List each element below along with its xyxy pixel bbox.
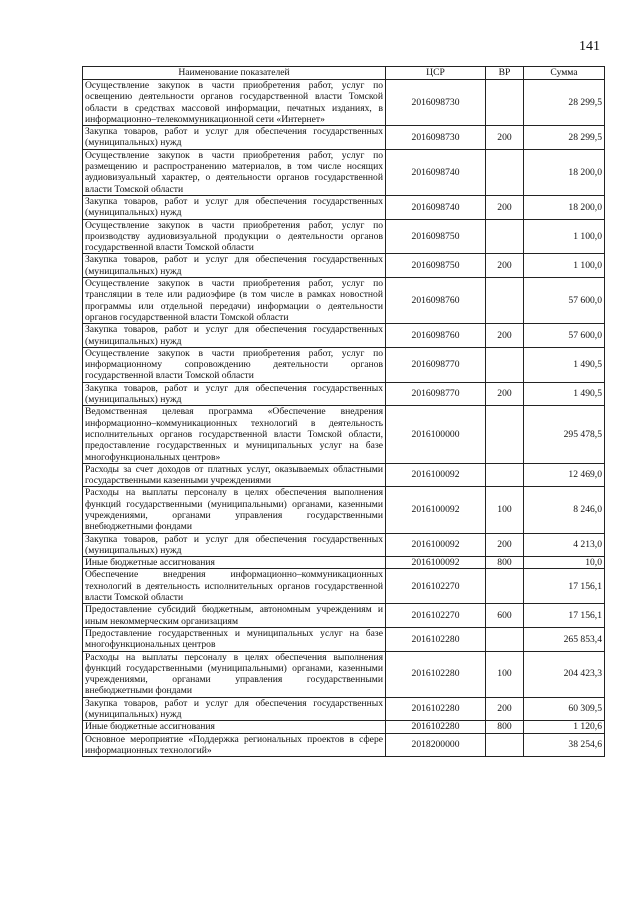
name-cell: Закупка товаров, работ и услуг для обеспечения государственных (муниципальных) нужд — [83, 533, 386, 557]
table-row — [83, 126, 605, 150]
table-row — [83, 697, 605, 721]
table-row — [83, 604, 605, 628]
csr-cell: 2016102280 — [386, 627, 486, 651]
table-row — [83, 406, 605, 463]
sum-cell: 1 100,0 — [524, 254, 605, 278]
table-row — [83, 195, 605, 219]
name-cell: Осуществление закупок в части приобретения работ, услуг по размещению и распространению материалов, в том числе носящих аудиовизуальный характер, о деятельности органов государственной власти Томской области — [83, 149, 386, 195]
name-cell: Осуществление закупок в части приобретения работ, услуг по информационному сопровождению деятельности органов государственной власти Томской области — [83, 347, 386, 382]
name-cell: Осуществление закупок в части приобретения работ, услуг по трансляции в теле или радиоэфире (в том числе в рамках новостной программы или отдельной передачи) информации о деятельности органов государственной власти Томской области — [83, 278, 386, 324]
csr-cell: 2016098760 — [386, 324, 486, 348]
table-row — [83, 569, 605, 604]
sum-cell: 57 600,0 — [524, 324, 605, 348]
csr-cell: 2016102270 — [386, 569, 486, 604]
table-header-row — [83, 67, 605, 80]
name-cell: Закупка товаров, работ и услуг для обеспечения государственных (муниципальных) нужд — [83, 195, 386, 219]
sum-cell: 28 299,5 — [524, 126, 605, 150]
vr-cell — [486, 347, 524, 382]
sum-cell: 10,0 — [524, 557, 605, 569]
vr-cell — [486, 627, 524, 651]
sum-cell: 57 600,0 — [524, 278, 605, 324]
sum-cell: 18 200,0 — [524, 149, 605, 195]
csr-cell: 2016098740 — [386, 149, 486, 195]
table-row — [83, 278, 605, 324]
sum-cell: 4 213,0 — [524, 533, 605, 557]
name-cell: Закупка товаров, работ и услуг для обеспечения государственных (муниципальных) нужд — [83, 254, 386, 278]
name-cell: Закупка товаров, работ и услуг для обеспечения государственных (муниципальных) нужд — [83, 382, 386, 406]
sum-cell: 1 490,5 — [524, 382, 605, 406]
name-cell: Расходы на выплаты персоналу в целях обеспечения выполнения функций государственными (муниципальными) органами, казенными учреждениями, органами управления государственными внебюджетными фондами — [83, 651, 386, 697]
vr-cell: 800 — [486, 721, 524, 733]
table-row — [83, 533, 605, 557]
csr-cell: 2016098730 — [386, 80, 486, 126]
csr-cell: 2018200000 — [386, 733, 486, 757]
csr-cell: 2016098740 — [386, 195, 486, 219]
table-row — [83, 149, 605, 195]
name-cell: Закупка товаров, работ и услуг для обеспечения государственных (муниципальных) нужд — [83, 126, 386, 150]
name-cell: Обеспечение внедрения информационно–коммуникационных технологий в деятельность исполнительных органов государственной власти Томской области — [83, 569, 386, 604]
sum-cell: 1 490,5 — [524, 347, 605, 382]
csr-cell: 2016102280 — [386, 721, 486, 733]
vr-cell — [486, 80, 524, 126]
csr-cell: 2016102270 — [386, 604, 486, 628]
name-cell: Осуществление закупок в части приобретения работ, услуг по освещению деятельности органов государственной власти Томской области в средствах массовой информации, печатных изданиях, в информационно–телекоммуникационной сети «Интернет» — [83, 80, 386, 126]
csr-cell: 2016098760 — [386, 278, 486, 324]
csr-cell: 2016098750 — [386, 254, 486, 278]
sum-cell: 8 246,0 — [524, 487, 605, 533]
vr-cell — [486, 733, 524, 757]
vr-cell: 600 — [486, 604, 524, 628]
vr-cell: 100 — [486, 487, 524, 533]
table-row — [83, 219, 605, 254]
sum-cell: 28 299,5 — [524, 80, 605, 126]
vr-cell: 200 — [486, 126, 524, 150]
page-number: 141 — [579, 39, 600, 54]
name-cell: Закупка товаров, работ и услуг для обеспечения государственных (муниципальных) нужд — [83, 324, 386, 348]
vr-cell — [486, 278, 524, 324]
table-row — [83, 463, 605, 487]
table-row — [83, 487, 605, 533]
name-cell: Иные бюджетные ассигнования — [83, 557, 386, 569]
csr-cell: 2016102280 — [386, 651, 486, 697]
table-row — [83, 651, 605, 697]
vr-cell — [486, 219, 524, 254]
csr-cell: 2016100092 — [386, 533, 486, 557]
sum-cell: 1 120,6 — [524, 721, 605, 733]
table-row — [83, 557, 605, 569]
table-row — [83, 347, 605, 382]
table-row — [83, 382, 605, 406]
csr-cell: 2016100092 — [386, 487, 486, 533]
budget-table — [82, 66, 605, 757]
vr-cell — [486, 406, 524, 463]
sum-cell: 265 853,4 — [524, 627, 605, 651]
name-cell: Осуществление закупок в части приобретения работ, услуг по производству аудиовизуальной продукции о деятельности органов государственной власти Томской области — [83, 219, 386, 254]
vr-cell: 200 — [486, 254, 524, 278]
header-vr: ВР — [486, 67, 524, 80]
sum-cell: 1 100,0 — [524, 219, 605, 254]
name-cell: Закупка товаров, работ и услуг для обеспечения государственных (муниципальных) нужд — [83, 697, 386, 721]
sum-cell: 295 478,5 — [524, 406, 605, 463]
name-cell: Основное мероприятие «Поддержка региональных проектов в сфере информационных технологий» — [83, 733, 386, 757]
sum-cell: 38 254,6 — [524, 733, 605, 757]
vr-cell: 200 — [486, 195, 524, 219]
name-cell: Ведомственная целевая программа «Обеспечение внедрения информационно–коммуникационных технологий в деятельность исполнительных органов государственной власти Томской области, предоставление государственных и муниципальных услуг на базе многофункциональных центров» — [83, 406, 386, 463]
name-cell: Расходы на выплаты персоналу в целях обеспечения выполнения функций государственными (муниципальными) органами, казенными учреждениями, органами управления государственными внебюджетными фондами — [83, 487, 386, 533]
name-cell: Расходы за счет доходов от платных услуг, оказываемых областными государственными казенными учреждениями — [83, 463, 386, 487]
name-cell: Предоставление субсидий бюджетным, автономным учреждениям и иным некоммерческим организациям — [83, 604, 386, 628]
sum-cell: 204 423,3 — [524, 651, 605, 697]
header-csr: ЦСР — [386, 67, 486, 80]
vr-cell — [486, 149, 524, 195]
header-sum: Сумма — [524, 67, 605, 80]
table-row — [83, 254, 605, 278]
csr-cell: 2016098750 — [386, 219, 486, 254]
sum-cell: 12 469,0 — [524, 463, 605, 487]
vr-cell: 200 — [486, 533, 524, 557]
sum-cell: 60 309,5 — [524, 697, 605, 721]
sum-cell: 17 156,1 — [524, 569, 605, 604]
csr-cell: 2016098770 — [386, 347, 486, 382]
table-row — [83, 733, 605, 757]
table-row — [83, 324, 605, 348]
csr-cell: 2016102280 — [386, 697, 486, 721]
vr-cell — [486, 463, 524, 487]
csr-cell: 2016098770 — [386, 382, 486, 406]
sum-cell: 17 156,1 — [524, 604, 605, 628]
table-body — [83, 80, 605, 757]
table-row — [83, 721, 605, 733]
sum-cell: 18 200,0 — [524, 195, 605, 219]
csr-cell: 2016100092 — [386, 463, 486, 487]
vr-cell: 200 — [486, 382, 524, 406]
table-row — [83, 627, 605, 651]
header-name: Наименование показателей — [83, 67, 386, 80]
name-cell: Предоставление государственных и муниципальных услуг на базе многофункциональных центров — [83, 627, 386, 651]
csr-cell: 2016098730 — [386, 126, 486, 150]
vr-cell: 800 — [486, 557, 524, 569]
table-row — [83, 80, 605, 126]
vr-cell: 200 — [486, 697, 524, 721]
vr-cell: 200 — [486, 324, 524, 348]
vr-cell — [486, 569, 524, 604]
csr-cell: 2016100000 — [386, 406, 486, 463]
vr-cell: 100 — [486, 651, 524, 697]
csr-cell: 2016100092 — [386, 557, 486, 569]
name-cell: Иные бюджетные ассигнования — [83, 721, 386, 733]
